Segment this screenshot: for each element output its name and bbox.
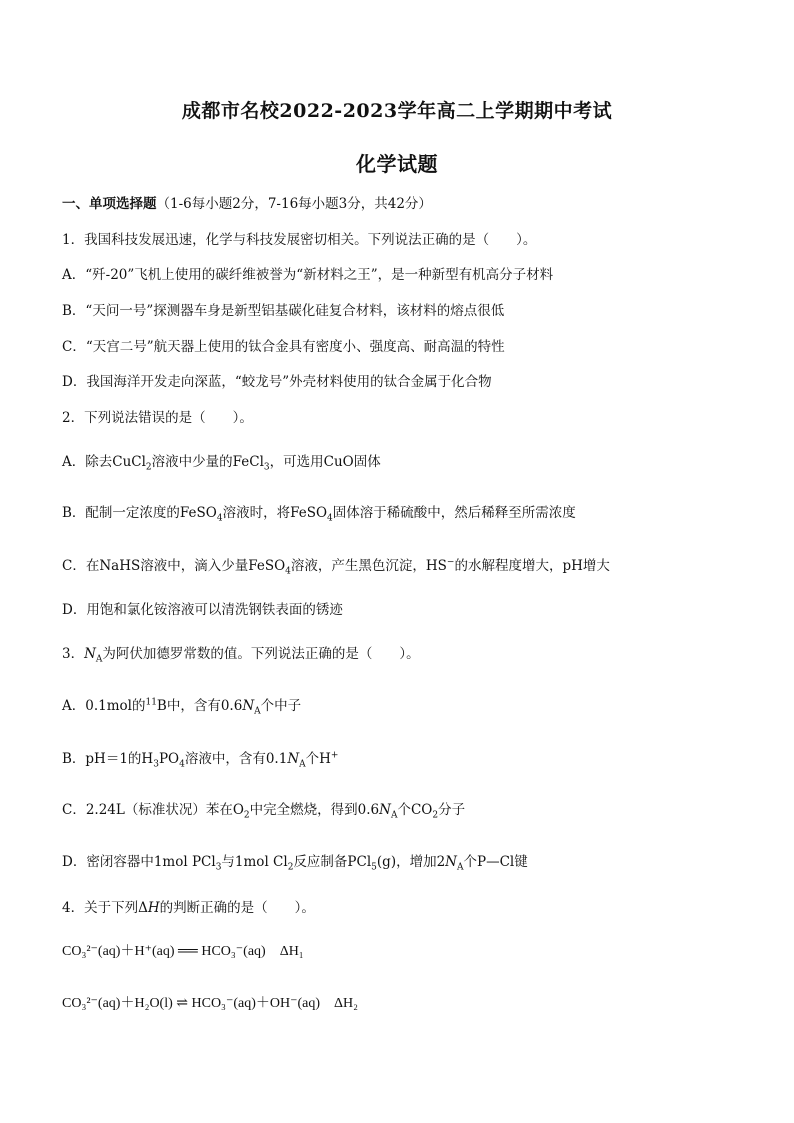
q4-stem: 4．关于下列ΔH的判断正确的是（ ）。 — [62, 900, 315, 916]
q3-option-c: C．2.24L（标准状况）苯在$O_2$中完全燃烧，得到$0.6N_A$个$CO_2$分子 — [62, 802, 466, 821]
q3-stem: 3．$N_A$为阿伏加德罗常数的值。下列说法正确的是（ ）。 — [62, 646, 420, 665]
q1-option-b: B．“天问一号”探测器车身是新型铝基碳化硅复合材料，该材料的熔点很低 — [62, 303, 505, 319]
exam-title: 成都市名校2022-2023学年高二上学期期中考试 — [181, 100, 613, 122]
q2-option-c: C．在NaHS溶液中，滴入少量FeSO$_4$溶液，产生黑色沉淀，HS−的水解程度增大，pH增大 — [62, 557, 610, 577]
q2-option-a: A．除去CuCl$_2$溶液中少量的FeCl$_3$，可选用CuO固体 — [62, 454, 381, 473]
q3-option-a: A．0.1mol的$^{11}$B中，含有$0.6N_A$个中子 — [62, 697, 302, 717]
section-note: （1-6每小题2分，7-16每小题3分，共42分） — [156, 196, 432, 212]
section-title: 一、单项选择题 — [62, 196, 157, 212]
section-heading — [62, 194, 432, 214]
q2-option-b: B．配制一定浓度的FeSO$_4$溶液时，将FeSO$_4$固体溶于稀硫酸中，然后稀释至所需浓度 — [62, 505, 576, 524]
q2-stem: 2．下列说法错误的是（ ）。 — [62, 410, 253, 426]
exam-subtitle: 化学试题 — [356, 152, 438, 176]
q4-equation-2: CO₃²⁻(aq)＋H₂O(l) ⇌ HCO₃⁻(aq)＋OH⁻(aq) ΔH₂ — [62, 996, 359, 1011]
q1-option-c: C．“天宫二号”航天器上使用的钛合金具有密度小、强度高、耐高温的特性 — [62, 339, 505, 355]
q1-option-a: A．“歼-20”飞机上使用的碳纤维被誉为“新材料之王”，是一种新型有机高分子材料 — [62, 267, 554, 283]
q3-option-d: D．密闭容器中1mol PCl$_3$与1mol $Cl_2$反应制备PCl$_5$(g)，增加$2N_A$个P—Cl键 — [62, 854, 528, 873]
q3-option-b: B．pH＝1的$H_3PO_4$溶液中，含有$0.1N_A$个H+ — [62, 750, 339, 770]
q2-option-d: D．用饱和氯化铵溶液可以清洗钢铁表面的锈迹 — [62, 602, 343, 618]
q1-option-d: D．我国海洋开发走向深蓝，“蛟龙号”外壳材料使用的钛合金属于化合物 — [62, 374, 492, 390]
q4-equation-1: CO₃²⁻(aq)＋H⁺(aq) ══ HCO₃⁻(aq) ΔH₁ — [62, 944, 304, 959]
q1-stem: 1．我国科技发展迅速，化学与科技发展密切相关。下列说法正确的是（ ）。 — [62, 232, 537, 248]
